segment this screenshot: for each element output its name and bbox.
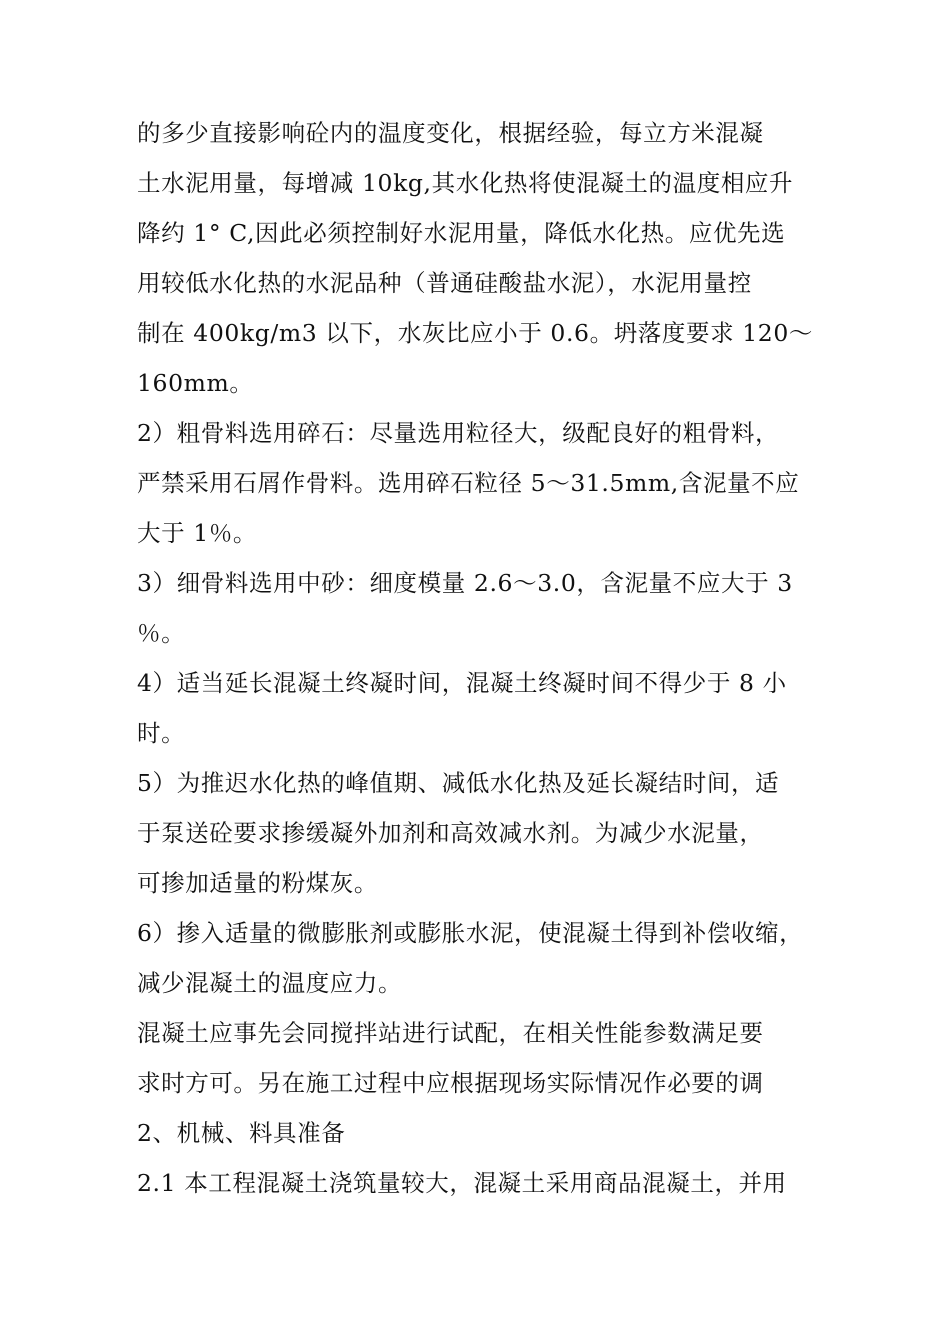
text-line: 可掺加适量的粉煤灰。 (137, 869, 378, 897)
text-line: 减少混凝土的温度应力。 (137, 969, 403, 997)
text-line: 时。 (137, 719, 186, 747)
text-line: 160mm。 (137, 369, 254, 397)
text-line: 求时方可。另在施工过程中应根据现场实际情况作必要的调 (137, 1069, 764, 1097)
text-line: ％。 (137, 619, 186, 647)
text-line: 4）适当延长混凝土终凝时间，混凝土终凝时间不得少于 8 小 (137, 669, 787, 697)
text-line: 6）掺入适量的微膨胀剂或膨胀水泥，使混凝土得到补偿收缩， (137, 919, 804, 947)
text-line: 降约 1° C,因此必须控制好水泥用量，降低水化热。应优先选 (137, 219, 786, 247)
text-line: 土水泥用量，每增减 10kg,其水化热将使混凝土的温度相应升 (137, 169, 794, 197)
text-line: 2.1 本工程混凝土浇筑量较大，混凝土采用商品混凝土，并用 (137, 1169, 787, 1197)
text-line: 于泵送砼要求掺缓凝外加剂和高效减水剂。为减少水泥量， (137, 819, 764, 847)
text-line: 制在 400kg/m3 以下，水灰比应小于 0.6。坍落度要求 120～ (137, 319, 813, 347)
text-line: 大于 1％。 (137, 519, 258, 547)
text-line: 2）粗骨料选用碎石：尽量选用粒径大，级配良好的粗骨料， (137, 419, 780, 447)
text-line: 用较低水化热的水泥品种（普通硅酸盐水泥），水泥用量控 (137, 269, 752, 297)
text-line: 5）为推迟水化热的峰值期、减低水化热及延长凝结时间，适 (137, 769, 780, 797)
text-line: 混凝土应事先会同搅拌站进行试配，在相关性能参数满足要 (137, 1019, 764, 1047)
text-line: 严禁采用石屑作骨料。选用碎石粒径 5～31.5mm,含泥量不应 (137, 469, 800, 497)
section-heading: 2、机械、料具准备 (137, 1119, 346, 1147)
text-line: 的多少直接影响砼内的温度变化，根据经验，每立方米混凝 (137, 119, 764, 147)
text-line: 3）细骨料选用中砂：细度模量 2.6～3.0，含泥量不应大于 3 (137, 569, 793, 597)
